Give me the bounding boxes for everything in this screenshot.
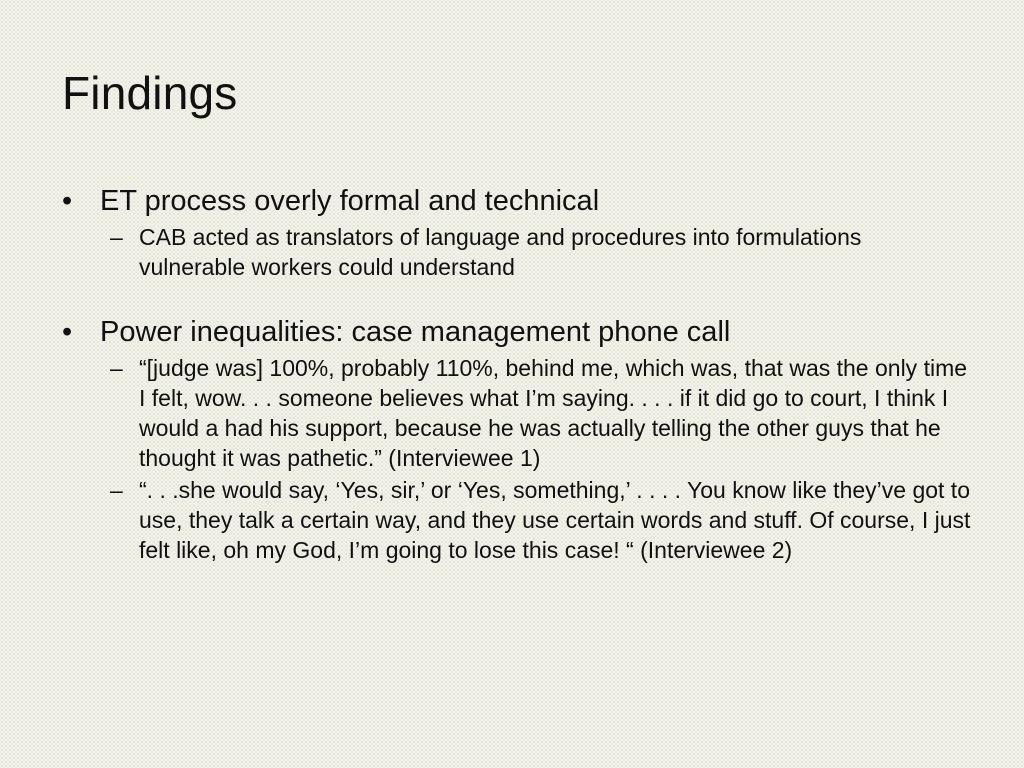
sub-bullet-item (62, 353, 972, 473)
bullet-item (62, 314, 972, 350)
spacer (62, 284, 972, 314)
sub-list (62, 353, 972, 565)
sub-bullet-item (62, 475, 972, 565)
bullet-text: Power inequalities: case management phone call (100, 316, 731, 348)
bullet-marker: • (62, 185, 73, 217)
sub-list (62, 222, 972, 282)
dash-marker: – (110, 355, 123, 381)
dash-marker: – (110, 224, 123, 250)
slide-content (62, 183, 972, 567)
bullet-item (62, 183, 972, 219)
dash-marker: – (110, 477, 123, 503)
bullet-text: ET process overly formal and technical (100, 185, 600, 217)
bullet-marker: • (62, 316, 73, 348)
slide-title: Findings (62, 67, 238, 119)
sub-bullet-text: CAB acted as translators of language and procedures into formulations vulnerable workers could understand (139, 224, 862, 280)
sub-bullet-text: “[judge was] 100%, probably 110%, behind me, which was, that was the only time I felt, wow. . . someone believes what I’m saying. . . . if it did go to court, I think I would a had his support, because he was actually telling the other guys that he thought it was pathetic.” (Interviewee 1) (139, 355, 968, 471)
sub-bullet-item (62, 222, 972, 282)
sub-bullet-text: “. . .she would say, ‘Yes, sir,’ or ‘Yes, something,’ . . . . You know like they’ve got to use, they talk a certain way, and they use certain words and stuff. Of course, I just felt like, oh my God, I’m going to lose this case! “ (Interviewee 2) (139, 477, 971, 563)
